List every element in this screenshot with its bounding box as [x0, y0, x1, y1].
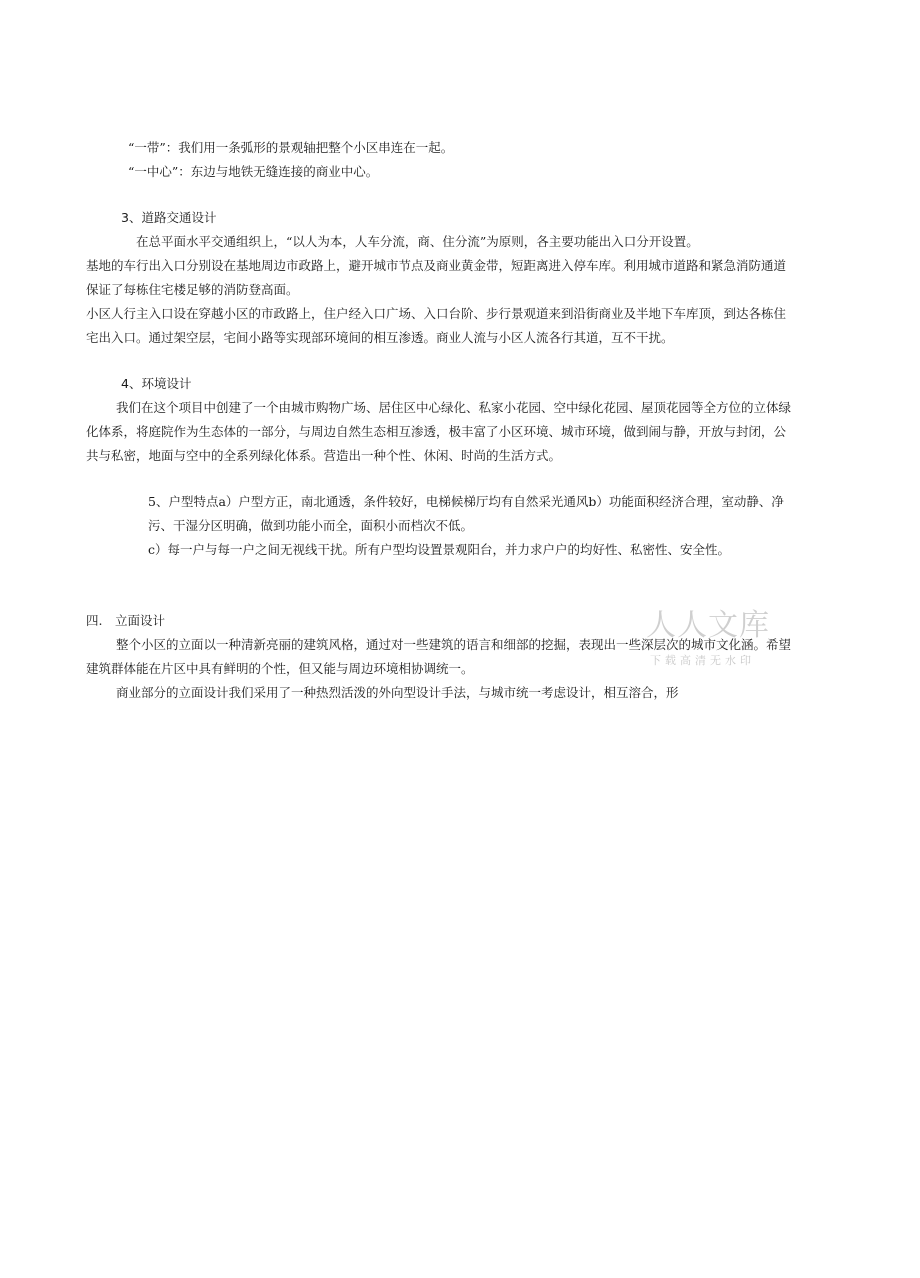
paragraph-line: “一中心”：东边与地铁无缝连接的商业中心。 — [128, 164, 379, 179]
paragraph-line: 5、户型特点a）户型方正，南北通透，条件较好，电梯候梯厅均有自然采光通风b）功能面积经济合理，室动静、净 — [148, 494, 784, 509]
paragraph-line: 小区人行主入口设在穿越小区的市政路上，住户经入口广场、入口台阶、步行景观道来到沿街商业及半地下车库顶，到达各栋住 — [86, 306, 787, 321]
paragraph-line: 基地的车行出入口分别设在基地周边市政路上，避开城市节点及商业黄金带，短距离进入停车库。利用城市道路和紧急消防通道 — [86, 258, 787, 273]
section-heading: 3、道路交通设计 — [121, 210, 217, 225]
paragraph-line: 污、干湿分区明确，做到功能小而全，面积小而档次不低。 — [148, 518, 474, 533]
paragraph-line: 我们在这个项目中创建了一个由城市购物广场、居住区中心绿化、私家小花园、空中绿化花园、屋顶花园等全方位的立体绿 — [116, 400, 792, 415]
section-heading: 4、环境设计 — [121, 376, 192, 391]
paragraph-line: 在总平面水平交通组织上，“以人为本，人车分流，商、住分流”为原则，各主要功能出入口分开设置。 — [136, 234, 699, 249]
paragraph-line: “一带”：我们用一条弧形的景观轴把整个小区串连在一起。 — [128, 140, 454, 155]
watermark-logo: 人人文库 — [646, 608, 770, 643]
paragraph-line: c）每一户与每一户之间无视线干扰。所有户型均设置景观阳台，并力求户户的均好性、私密性、安全性。 — [148, 542, 731, 557]
paragraph-line: 宅出入口。通过架空层，宅间小路等实现部环境间的相互渗透。商业人流与小区人流各行其道，互不干扰。 — [86, 330, 674, 345]
section-heading: 四. 立面设计 — [86, 613, 165, 628]
paragraph-line: 建筑群体能在片区中具有鲜明的个性，但又能与周边环境相协调统一。 — [86, 661, 474, 676]
paragraph-line: 化体系，将庭院作为生态体的一部分，与周边自然生态相互渗透，极丰富了小区环境、城市环境，做到闹与静，开放与封闭，公 — [86, 424, 787, 439]
paragraph-line: 保证了每栋住宅楼足够的消防登高面。 — [86, 282, 299, 297]
paragraph-line: 共与私密，地面与空中的全系列绿化体系。营造出一种个性、休闲、时尚的生活方式。 — [86, 448, 562, 463]
paragraph-line: 商业部分的立面设计我们采用了一种热烈活泼的外向型设计手法，与城市统一考虑设计，相互溶合，形 — [116, 685, 679, 700]
paragraph-line: 整个小区的立面以一种清新亮丽的建筑风格，通过对一些建筑的语言和细部的挖掘，表现出一些深层次的城市文化涵。希望 — [116, 637, 792, 652]
watermark-subtitle: 下载高清无水印 — [650, 654, 755, 667]
